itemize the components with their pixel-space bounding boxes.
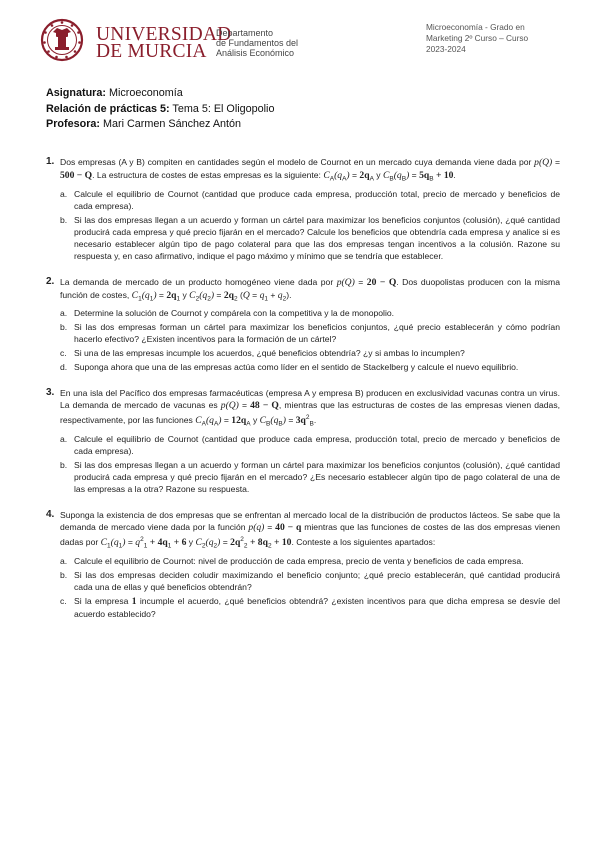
item-letter: c.: [60, 595, 67, 606]
math-symbol: C: [131, 289, 139, 301]
item-text: [74, 434, 560, 456]
text-run: La demanda de mercado de un producto homogéneo viene dada por: [60, 276, 337, 287]
question-items: [60, 433, 560, 495]
page-header: [40, 18, 570, 68]
teacher-value: Mari Carmen Sánchez Antón: [100, 118, 242, 130]
question: [46, 387, 560, 495]
math-subscript: 1: [138, 295, 142, 303]
question-item: [60, 459, 560, 495]
question-item: [60, 595, 560, 620]
text-run: =: [285, 415, 296, 426]
math-expression: 20 − Q: [366, 276, 397, 288]
math-symbol: (q: [110, 536, 119, 548]
math-symbol: p(Q): [534, 157, 553, 168]
item-text: [74, 308, 394, 318]
question-item: [60, 214, 560, 262]
math-symbol: C: [382, 170, 390, 181]
item-letter: a.: [60, 434, 68, 445]
text-run: Suponga ahora que una de las empresas actúa como líder en el sentido de Stackelberg y calcule el nuevo equilibrio.: [74, 362, 519, 373]
math-subscript: B: [389, 175, 394, 183]
item-text: [74, 556, 524, 566]
math-symbol: (q: [199, 289, 208, 301]
math-subscript: 2: [267, 542, 272, 550]
math-subscript: 1: [107, 542, 111, 550]
math-subscript: A: [201, 421, 206, 429]
math-symbol: Q: [242, 289, 250, 301]
math-symbol: ): [282, 415, 286, 427]
question-item: [60, 361, 560, 373]
math-symbol: C: [100, 536, 108, 548]
math-symbol: ): [210, 289, 215, 301]
math-symbol: p(Q): [336, 276, 355, 288]
text-run: =: [264, 522, 276, 533]
math-subscript: B: [401, 175, 407, 183]
math-symbol: (q: [205, 415, 214, 427]
math-expression: 500 − Q: [60, 170, 93, 181]
math-symbol: (q: [270, 415, 279, 427]
math-superscript: 2: [140, 536, 144, 544]
math-expression: 2q: [230, 536, 241, 548]
text-run: Si las dos empresas forman un cártel para maximizar los beneficios conjuntos, ¿qué precio establecerán y cómo podrían hacerlo efectivo? ¿Existen incentivos para la formación de un cártel?: [74, 322, 560, 345]
text-run: .: [313, 415, 317, 426]
document-meta: [46, 86, 274, 133]
question-number: 1.: [46, 156, 55, 167]
question-item: [60, 347, 560, 359]
text-run: incumple el acuerdo, ¿qué beneficios obtendrá? ¿existen incentivos para que dicha empresa se desvíe del acuerdo establecido?: [74, 595, 560, 619]
question-item: [60, 433, 560, 457]
math-symbol: C: [323, 170, 330, 181]
text-run: =: [349, 170, 360, 180]
subject-label: Asignatura:: [46, 87, 106, 99]
text-run: +: [268, 289, 278, 300]
teacher-row: [46, 117, 274, 133]
math-symbol: ): [346, 170, 350, 181]
math-symbol: q: [277, 289, 283, 301]
item-letter: b.: [60, 569, 68, 580]
question-items: [60, 555, 560, 620]
math-symbol: C: [189, 289, 196, 301]
math-subscript: 2: [282, 295, 287, 303]
question-number: 4.: [46, 509, 55, 521]
math-expression: 2q: [223, 289, 234, 301]
sheet-value: Tema 5: El Oligopolio: [169, 102, 275, 115]
university-crest-icon: [40, 18, 96, 74]
math-symbol: (q: [205, 536, 214, 548]
math-subscript: 2: [243, 542, 248, 550]
text-run: =: [354, 276, 367, 287]
teacher-label: Profesora:: [46, 118, 101, 130]
question-items: [60, 188, 560, 262]
math-subscript: 2: [195, 295, 200, 303]
math-expression: + 10: [271, 536, 292, 548]
text-run: Si la empresa: [74, 595, 132, 606]
item-letter: b.: [60, 460, 68, 471]
math-expression: 1: [131, 595, 137, 607]
question-item: [60, 188, 560, 212]
subject-value: Microeconomía: [106, 87, 183, 99]
math-symbol: C: [259, 415, 267, 427]
math-symbol: (q: [141, 289, 150, 301]
math-symbol: ): [217, 536, 221, 548]
text-run: Suponga la existencia de dos empresas que se enfrentan al mercado local de la distribución de productos lácteos. Se sabe que la demanda de mercado viene dada por la función: [60, 510, 560, 533]
text-run: =: [156, 289, 167, 300]
math-expression: 2q: [166, 289, 177, 301]
course-year: 2023-2024: [426, 44, 466, 54]
item-text: [74, 570, 560, 592]
text-run: y: [186, 536, 196, 547]
text-run: (: [237, 289, 243, 300]
math-expression: 5q: [419, 170, 430, 181]
question-text: [60, 276, 560, 306]
question-number: 3.: [46, 387, 55, 399]
question: [46, 156, 560, 262]
item-letter: d.: [60, 362, 68, 373]
text-run: Determine la solución de Cournot y compárela con la competitiva y la de monopolio.: [74, 308, 395, 319]
text-run: ).: [286, 289, 292, 300]
math-symbol: (q: [334, 170, 343, 181]
math-subscript: B: [429, 175, 434, 183]
item-text: [74, 189, 560, 211]
math-subscript: 2: [207, 295, 211, 303]
math-expression: 40 − q: [275, 522, 302, 534]
math-symbol: (q: [393, 170, 402, 181]
question-item: [60, 569, 560, 593]
course-line: Marketing 2º Curso – Curso: [426, 33, 529, 43]
item-text: [74, 596, 560, 619]
math-subscript: 1: [118, 542, 123, 550]
math-expression: 12q: [231, 415, 247, 427]
text-run: y: [250, 415, 260, 426]
text-run: y: [373, 170, 383, 180]
math-subscript: A: [246, 421, 251, 429]
subject-row: [46, 86, 274, 102]
math-expression: + 8q: [247, 536, 268, 548]
math-subscript: 1: [149, 295, 154, 303]
text-run: Si las dos empresas deciden coludir maximizando el beneficio conjunto; ¿qué precio establecerán, qué cantidad producirá cada una de ellas y qué beneficios obtendrán?: [74, 569, 560, 592]
math-symbol: C: [195, 536, 202, 548]
math-superscript: 2: [305, 414, 310, 422]
math-symbol: ): [122, 536, 126, 548]
text-run: En una isla del Pacífico dos empresas farmacéuticas (empresa A y empresa B) producen en exclusividad vacunas contra un virus. La demanda de mercado de vacunas es: [60, 388, 560, 411]
math-expression: 3q: [295, 415, 306, 427]
text-run: . Conteste a los siguientes apartados:: [291, 536, 436, 547]
question: [46, 509, 560, 620]
text-run: . La estructura de costes de estas empresas es la siguiente:: [92, 170, 324, 180]
math-symbol: p(Q): [220, 400, 239, 412]
question-number: 2.: [46, 275, 55, 287]
course-line: Microeconomía - Grado en: [426, 22, 525, 32]
math-subscript: B: [278, 421, 283, 429]
text-run: . Dos duopolistas producen con la misma función de costes,: [60, 276, 560, 300]
item-text: [74, 460, 560, 494]
math-subscript: B: [309, 421, 314, 429]
item-letter: b.: [60, 214, 68, 225]
math-subscript: A: [369, 175, 374, 183]
department-name: Departamento de Fundamentos del Análisis Económico: [216, 28, 299, 58]
course-info: [426, 22, 566, 55]
text-run: =: [220, 536, 231, 547]
question: [46, 276, 560, 374]
item-text: [74, 362, 518, 372]
question-item: [60, 321, 560, 345]
math-symbol: ): [406, 170, 410, 181]
math-subscript: 1: [167, 542, 172, 550]
text-run: Calcule el equilibrio de Cournot (cantidad que produce cada empresa, producción total, precio de mercado y beneficios de cada empresa).: [74, 188, 560, 211]
math-symbol: ): [153, 289, 157, 301]
text-run: Dos empresas (A y B) compiten en cantidades según el modelo de Cournot en un mercado cuya demanda viene dada por: [60, 157, 535, 167]
math-subscript: 2: [233, 295, 238, 303]
math-expression: + 10: [433, 170, 454, 181]
text-run: =: [409, 170, 420, 180]
question-items: [60, 307, 560, 373]
math-subscript: 1: [264, 295, 268, 303]
text-run: =: [214, 289, 224, 300]
item-letter: c.: [60, 348, 67, 359]
item-letter: b.: [60, 322, 68, 333]
question-item: [60, 555, 560, 567]
text-run: =: [552, 157, 561, 167]
item-letter: a.: [60, 188, 68, 199]
math-expression: + 6: [171, 536, 187, 548]
math-subscript: A: [213, 421, 219, 429]
text-run: mientras que las funciones de costes de las dos empresas vienen dadas por: [60, 522, 560, 547]
math-symbol: C: [195, 415, 202, 427]
math-symbol: q: [135, 536, 141, 548]
question-item: [60, 307, 560, 319]
text-run: =: [249, 289, 260, 300]
math-superscript: 2: [240, 536, 244, 544]
text-run: Si las dos empresas llegan a un acuerdo y forman un cártel para maximizar los beneficios conjuntos (colusión), ¿qué cantidad producirá cada empresa y qué precio fijarán en el mercado? Calcule los beneficios que obtendría cada empresa y analice si es necesario establecer algún tipo de pago colateral para que las dos empresas tengan incentivos a la colusión. Razone su respuesta y, en caso afirmativo, indique el pago máximo y mínimo que se tendría que establecer.: [74, 214, 560, 261]
text-run: =: [221, 415, 232, 426]
item-text: [74, 215, 560, 261]
text-run: , mientras que las estructuras de costes de las empresas vienen dadas, respectivamente, por las funciones: [60, 400, 561, 426]
question-list: [46, 156, 560, 622]
math-subscript: 2: [213, 542, 218, 550]
math-subscript: A: [329, 175, 335, 183]
math-subscript: A: [342, 175, 347, 183]
text-run: Calcule el equilibrio de Cournot (cantidad que produce cada empresa, producción total, precio de mercado y beneficios de cada empresa).: [74, 434, 560, 457]
math-symbol: q: [259, 289, 265, 301]
question-text: [60, 387, 560, 431]
item-letter: a.: [60, 308, 68, 319]
item-text: [74, 348, 465, 358]
text-run: Si una de las empresas incumple los acuerdos, ¿qué beneficios obtendría? ¿y si ambas lo incumplen?: [74, 348, 465, 359]
text-run: =: [238, 400, 251, 411]
university-name: UNIVERSIDAD DE MURCIA: [96, 24, 232, 62]
question-text: [60, 156, 560, 186]
math-symbol: p(q): [248, 522, 265, 534]
math-expression: 2q: [359, 170, 370, 181]
text-run: =: [125, 536, 136, 547]
sheet-row: [46, 102, 274, 118]
text-run: Calcule el equilibrio de Cournot: nivel de producción de cada empresa, precio de venta y beneficios de cada empresa.: [74, 555, 524, 566]
math-subscript: B: [266, 421, 271, 429]
text-run: Si las dos empresas llegan a un acuerdo y forman un cártel para maximizar los beneficios conjuntos (colusión), ¿qué cantidad producirá cada empresa y qué precio fijarán en el mercado? ¿Es necesario establecer algún tipo de pago colateral de una de las empresas a la otra? Razone su respuesta.: [74, 460, 560, 495]
math-symbol: ): [218, 415, 222, 427]
item-letter: a.: [60, 555, 68, 566]
question-text: [60, 509, 560, 553]
text-run: .: [453, 170, 456, 180]
sheet-label: Relación de prácticas 5:: [46, 102, 170, 115]
math-expression: 48 − Q: [250, 400, 279, 412]
math-expression: + 4q: [147, 536, 168, 548]
math-subscript: 1: [176, 295, 181, 303]
math-subscript: 1: [143, 542, 148, 550]
text-run: y: [180, 289, 190, 300]
item-text: [74, 322, 560, 344]
math-subscript: 2: [201, 542, 206, 550]
